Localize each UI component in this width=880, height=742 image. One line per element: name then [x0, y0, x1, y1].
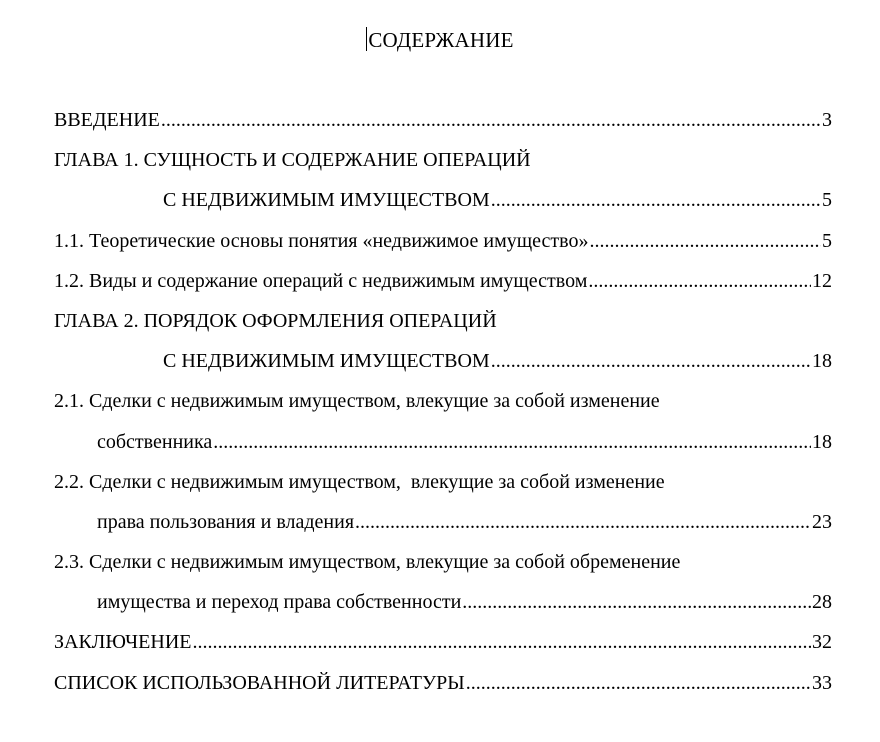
- toc-leader-dots: [466, 668, 811, 698]
- toc-page-number: 3: [822, 109, 832, 131]
- toc-entry-text: права пользования и владения: [97, 510, 355, 533]
- toc-leader-dots: [161, 105, 821, 135]
- toc-entry-section-2-2-heading[interactable]: [54, 467, 832, 507]
- toc-leader-dots: [192, 627, 811, 657]
- toc-entry-text: С НЕДВИЖИМЫМ ИМУЩЕСТВОМ: [163, 189, 490, 212]
- toc-leader-dots: [213, 427, 811, 457]
- toc-entry-conclusion[interactable]: [54, 627, 832, 667]
- toc-entry-intro[interactable]: [54, 105, 832, 145]
- toc-entry-text: 1.1. Теоретические основы понятия «недвижимое имущество»: [54, 229, 589, 252]
- toc-leader-dots: [588, 266, 811, 296]
- toc-page-number: 33: [812, 671, 832, 694]
- toc-leader-dots: [462, 587, 811, 617]
- toc-page-number: 28: [812, 591, 832, 614]
- toc-entry-section-2-2-continuation[interactable]: [54, 507, 832, 547]
- toc-entry-text: 2.3. Сделки с недвижимым имуществом, влекущие за собой обременение: [54, 551, 681, 574]
- toc-leader-dots: [355, 507, 811, 537]
- document-title: СОДЕРЖАНИЕ: [368, 28, 514, 52]
- toc-page-number: 12: [812, 269, 832, 292]
- toc-entry-chapter1-heading[interactable]: [54, 145, 832, 185]
- toc-entry-chapter1-continuation[interactable]: [54, 185, 832, 225]
- toc-entry-section-1-2[interactable]: [54, 266, 832, 306]
- toc-leader-dots: [491, 185, 821, 215]
- table-of-contents: [54, 105, 832, 708]
- toc-page-number: 5: [822, 189, 832, 212]
- toc-entry-text: собственника: [97, 430, 213, 453]
- toc-page-number: 18: [812, 430, 832, 453]
- toc-entry-section-2-1-continuation[interactable]: [54, 427, 832, 467]
- toc-entry-text: имущества и переход права собственности: [97, 591, 462, 614]
- toc-entry-references[interactable]: [54, 668, 832, 708]
- toc-entry-text: 2.2. Сделки с недвижимым имуществом, влекущие за собой изменение: [54, 470, 665, 493]
- toc-entry-text: ГЛАВА 1. СУЩНОСТЬ И СОДЕРЖАНИЕ ОПЕРАЦИЙ: [54, 149, 531, 172]
- toc-leader-dots: [491, 346, 811, 376]
- toc-entry-section-1-1[interactable]: [54, 226, 832, 266]
- toc-entry-text: 1.2. Виды и содержание операций с недвижимым имуществом: [54, 269, 588, 292]
- toc-entry-section-2-3-heading[interactable]: [54, 547, 832, 587]
- toc-entry-section-2-1-heading[interactable]: [54, 386, 832, 426]
- toc-entry-text: СПИСОК ИСПОЛЬЗОВАННОЙ ЛИТЕРАТУРЫ: [54, 671, 465, 694]
- toc-entry-section-2-3-continuation[interactable]: [54, 587, 832, 627]
- document-title-line[interactable]: [0, 25, 880, 55]
- toc-entry-text: ВВЕДЕНИЕ: [54, 109, 160, 131]
- toc-entry-chapter2-heading[interactable]: [54, 306, 832, 346]
- toc-page-number: 18: [812, 350, 832, 373]
- toc-entry-chapter2-continuation[interactable]: [54, 346, 832, 386]
- toc-entry-text: ЗАКЛЮЧЕНИЕ: [54, 631, 192, 654]
- toc-leader-dots: [589, 226, 821, 256]
- toc-page-number: 32: [812, 631, 832, 654]
- toc-page-number: 5: [822, 229, 832, 252]
- toc-entry-text: С НЕДВИЖИМЫМ ИМУЩЕСТВОМ: [163, 350, 490, 373]
- toc-page-number: 23: [812, 510, 832, 533]
- toc-entry-text: 2.1. Сделки с недвижимым имуществом, влекущие за собой изменение: [54, 390, 660, 413]
- toc-entry-text: ГЛАВА 2. ПОРЯДОК ОФОРМЛЕНИЯ ОПЕРАЦИЙ: [54, 309, 497, 332]
